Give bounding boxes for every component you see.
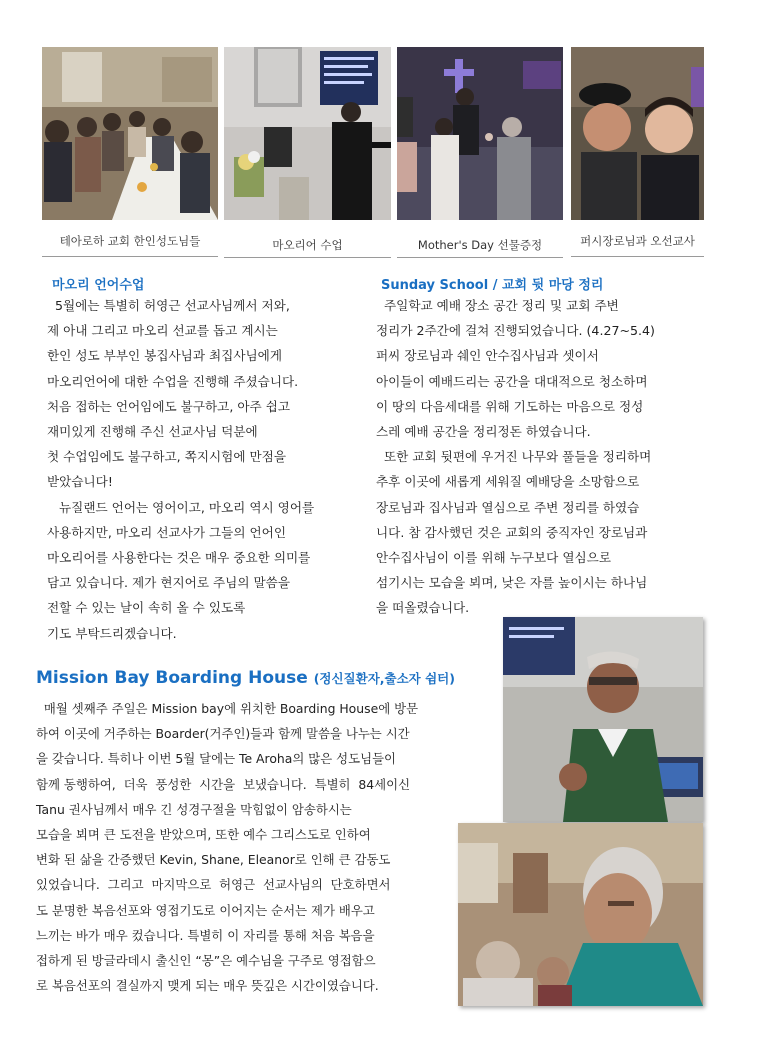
photo-mothers-day (397, 47, 563, 220)
photo-caption: 마오리어 수업 (272, 238, 343, 252)
body-line: 매월 셋째주 주일은 Mission bay에 위치한 Boarding House에 방문 (36, 701, 419, 716)
section-title-sunday-school: Sunday School / 교회 뒷 마당 정리 (381, 278, 604, 293)
photo-caption: Mother's Day 선물증정 (417, 238, 543, 252)
body-line: 하여 이곳에 거주하는 Boarder(거주인)들과 함께 말씀을 나누는 시간 (36, 726, 410, 742)
sunday-school-body (376, 293, 706, 621)
body-line: 섬기시는 모습을 뵈며, 낮은 자를 높이시는 하나님 (376, 575, 648, 591)
body-line: 5월에는 특별히 허영근 선교사님께서 저와, (47, 298, 290, 313)
body-line: 재미있게 진행해 주신 선교사님 덕분에 (47, 424, 258, 440)
body-line: Tanu 권사님께서 매우 긴 성경구절을 막힘없이 암송하시는 (36, 801, 352, 817)
body-line: 또한 교회 뒷편에 우거진 나무와 풀들을 정리하며 (376, 449, 652, 465)
body-line: 전할 수 있는 날이 속히 올 수 있도록 (47, 600, 246, 616)
body-line: 안수집사님이 이를 위해 누구보다 열심으로 (376, 550, 611, 566)
caption-divider (42, 256, 218, 257)
body-line: 느끼는 바가 매우 컸습니다. 특별히 이 자리를 통해 처음 복음을 (36, 927, 375, 943)
photo-elder-percy-and-missionary (571, 47, 704, 220)
body-line: 을 떠올렸습니다. (376, 600, 470, 616)
maori-class-body (47, 293, 365, 646)
body-line: 기도 부탁드리겠습니다. (47, 625, 177, 641)
body-line: 있었습니다. 그리고 마지막으로 허영근 선교사님의 단호하면서 (36, 877, 391, 893)
body-line: 처음 접하는 언어임에도 불구하고, 아주 쉽고 (47, 398, 290, 414)
body-line: 추후 이곳에 새롭게 세워질 예배당을 소망함으로 (376, 474, 640, 490)
body-line: 이 땅의 다음세대를 위해 기도하는 마음으로 정성 (376, 398, 644, 414)
body-line: 장로님과 집사님과 열심으로 주변 정리를 하였습 (376, 499, 640, 515)
body-line: 제 아내 그리고 마오리 선교를 돕고 계시는 (47, 323, 278, 339)
photo-missionary-speaking (503, 617, 703, 822)
body-line: 로 복음선포의 결실까지 맺게 되는 매우 뜻깊은 시간이였습니다. (36, 978, 379, 994)
body-line: 뉴질랜드 언어는 영어이고, 마오리 역시 영어를 (47, 499, 315, 515)
body-line: 퍼씨 장로님과 쉐인 안수집사님과 셋이서 (376, 348, 599, 364)
body-line: 주일학교 예배 장소 공간 정리 및 교회 주변 (376, 298, 619, 313)
body-line: 니다. 참 감사했던 것은 교회의 중직자인 장로님과 (376, 524, 648, 540)
body-line: 함께 동행하여, 더욱 풍성한 시간을 보냈습니다. 특별히 84세이신 (36, 776, 411, 792)
mission-bay-title: Mission Bay Boarding House (36, 668, 308, 688)
body-line: 담고 있습니다. 제가 현지어로 주님의 말씀을 (47, 575, 290, 591)
mission-bay-subtitle: (정신질환자,출소자 쉼터) (313, 671, 455, 686)
body-line: 아이들이 예배드리는 공간을 대대적으로 청소하며 (376, 373, 648, 389)
photo-tanu-reciting (458, 823, 703, 1006)
photo-caption: 퍼시장로님과 오선교사 (580, 234, 695, 248)
body-line: 사용하지만, 마오리 선교사가 그들의 언어인 (47, 524, 286, 540)
body-line: 마오리어를 사용한다는 것은 매우 중요한 의미를 (47, 550, 311, 566)
body-line: 스레 예배 공간을 정리정돈 하였습니다. (376, 424, 591, 440)
mission-bay-body (36, 696, 456, 998)
body-line: 마오리언어에 대한 수업을 진행해 주셨습니다. (47, 373, 299, 389)
body-line: 정리가 2주간에 걸쳐 진행되었습니다. (4.27~5.4) (376, 323, 655, 339)
body-line: 첫 수업임에도 불구하고, 쪽지시험에 만점을 (47, 449, 286, 465)
caption-divider (571, 256, 704, 257)
body-line: 모습을 뵈며 큰 도전을 받았으며, 또한 예수 그리스도로 인하여 (36, 827, 371, 843)
body-line: 변화 된 삶을 간증했던 Kevin, Shane, Eleanor로 인해 큰 감동도 (36, 852, 391, 868)
body-line: 한인 성도 부부인 봉집사님과 최집사님에게 (47, 348, 282, 364)
body-line: 접하게 된 방글라데시 출신인 “몽”은 예수님을 구주로 영접함으 (36, 953, 376, 969)
body-line: 받았습니다! (47, 474, 113, 490)
body-line: 도 분명한 복음선포와 영접기도로 이어지는 순서는 제가 배우고 (36, 902, 375, 918)
photo-korean-congregation (42, 47, 218, 220)
section-title-mission-bay (36, 668, 455, 688)
caption-divider (224, 257, 391, 258)
photo-caption: 테아로하 교회 한인성도님들 (59, 234, 201, 248)
section-title-maori-class: 마오리 언어수업 (52, 278, 145, 293)
photo-maori-class (224, 47, 391, 220)
body-line: 을 갖습니다. 특히나 이번 5월 달에는 Te Aroha의 많은 성도님들이 (36, 751, 397, 767)
caption-divider (397, 257, 563, 258)
